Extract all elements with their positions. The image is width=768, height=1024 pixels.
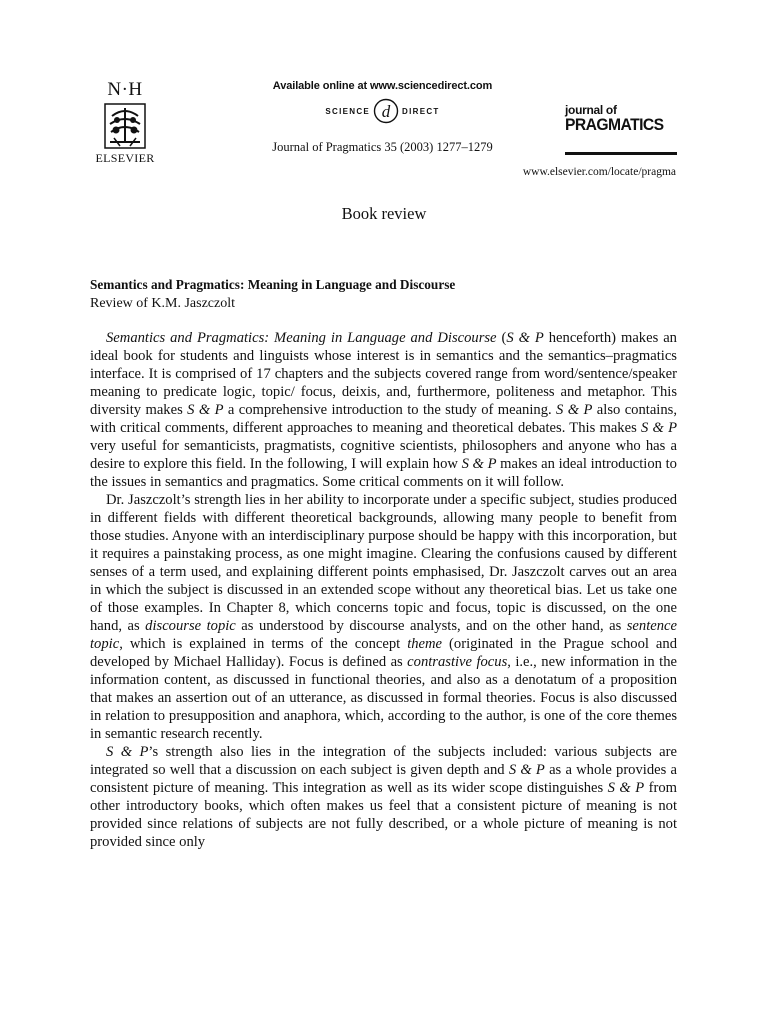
term-emphasis: discourse topic: [145, 618, 236, 634]
text-run: (: [496, 330, 507, 346]
publisher-mark: N·H: [107, 79, 143, 100]
header-center: [245, 80, 520, 155]
term-emphasis: contrastive focus: [407, 654, 508, 670]
article-title: Semantics and Pragmatics: Meaning in Language and Discourse: [90, 277, 456, 292]
elsevier-tree-icon: [102, 102, 148, 150]
text-run: henceforth) makes an ideal book for students and linguists whose interest is in semantics and the semantics–pragmatics interface. It is comprised of 17 chapters and the subjects covered range from word/sentence/speaker meaning to predicate logic, topic/ focus, deixis, and, furthermore, politeness and metaphor. This diversity makes: [90, 330, 677, 418]
journal-logo: [565, 104, 669, 133]
abbrev-emphasis: S & P: [556, 402, 593, 418]
svg-text:d: d: [381, 102, 391, 121]
term-emphasis: theme: [407, 636, 443, 652]
publisher-logo: [92, 80, 158, 166]
journal-logo-line1: journal of: [565, 103, 617, 117]
journal-logo-line2: PRAGMATICS: [565, 116, 664, 134]
text-run: ’s strength also lies in the integration of the subjects included: various subjects are integrated so well that a discussion on each subject is given depth and: [90, 744, 677, 778]
text-run: as a whole provides a consistent picture of meaning. This integration as well as its wider scope distinguishes: [90, 762, 677, 796]
sd-right-word: DIRECT: [402, 106, 440, 116]
book-title-emphasis: Semantics and Pragmatics: Meaning in Language and Discourse: [106, 330, 497, 346]
available-online-text: Available online at www.sciencedirect.com: [272, 80, 493, 92]
at-sign-icon: [373, 98, 399, 124]
abbrev-emphasis: S & P: [506, 330, 544, 346]
review-of: Review of K.M. Jaszczolt: [90, 296, 236, 311]
text-run: very useful for semanticists, pragmatists, cognitive scientists, philosophers and anyone who has a desire to explore this field. In the following, I will explain how: [90, 438, 677, 472]
paragraph-3: [90, 743, 677, 851]
abbrev-emphasis: S & P: [607, 780, 645, 796]
abbrev-emphasis: S & P: [187, 402, 224, 418]
text-run: a comprehensive introduction to the study of meaning.: [223, 402, 557, 418]
abbrev-emphasis: S & P: [461, 456, 497, 472]
text-run: , which is explained in terms of the concept: [119, 636, 408, 652]
text-run: as understood by discourse analysts, and on the other hand, as: [235, 618, 627, 634]
paragraph-2: [90, 491, 677, 743]
abbrev-emphasis: S & P: [106, 744, 149, 760]
sciencedirect-logo: [245, 98, 520, 124]
text-run: , i.e., new information in the information content, as discussed in functional theories, and also as a denotatum of a proposition that makes an assertion out of an utterance, as discussed in formal theories. Focus is also discussed in relation to presupposition and anaphora, which, according to the author, is one of the core themes in semantic research recently.: [90, 654, 677, 742]
sd-left-word: SCIENCE: [325, 106, 371, 116]
header-rule: [565, 152, 677, 155]
journal-citation: Journal of Pragmatics 35 (2003) 1277–1279: [272, 140, 493, 154]
text-run: from other introductory books, which often makes us feel that a consistent picture of meaning is not provided since relations of subjects are not fully described, or a whole picture of meaning is not provided since only: [90, 780, 677, 850]
abbrev-emphasis: S & P: [640, 420, 677, 436]
term-emphasis: sentence topic: [90, 618, 677, 652]
text-run: also contains, with critical comments, different approaches to meaning and theoretical debates. This makes: [90, 402, 677, 436]
journal-url[interactable]: www.elsevier.com/locate/pragma: [522, 166, 676, 178]
article-body: [90, 329, 677, 851]
publisher-name: ELSEVIER: [95, 151, 155, 165]
text-run: makes an ideal introduction to the issues in semantics and pragmatics. Some critical comments on it will follow.: [90, 456, 677, 490]
text-run: Dr. Jaszczolt’s strength lies in her ability to incorporate under a specific subject, studies produced in different fields with different theoretical backgrounds, allowing many people to benefit from those studies. Anyone with an interdisciplinary purpose should be happy with this incorporation, but it requires a painstaking process, as one might imagine. Clearing the confusions caused by different senses of a term used, and explaining different points emphasised, Dr. Jaszczolt carves out an area in which the subject is discussed in an extended scope without any theoretical bias. Let us take one of those examples. In Chapter 8, which concerns topic and focus, topic is discussed, on the one hand, as: [90, 492, 677, 634]
abbrev-emphasis: S & P: [508, 762, 545, 778]
paragraph-1: [90, 329, 677, 491]
section-label: Book review: [341, 204, 427, 223]
text-run: (originated in the Prague school and developed by Michael Halliday). Focus is defined as: [90, 636, 678, 670]
